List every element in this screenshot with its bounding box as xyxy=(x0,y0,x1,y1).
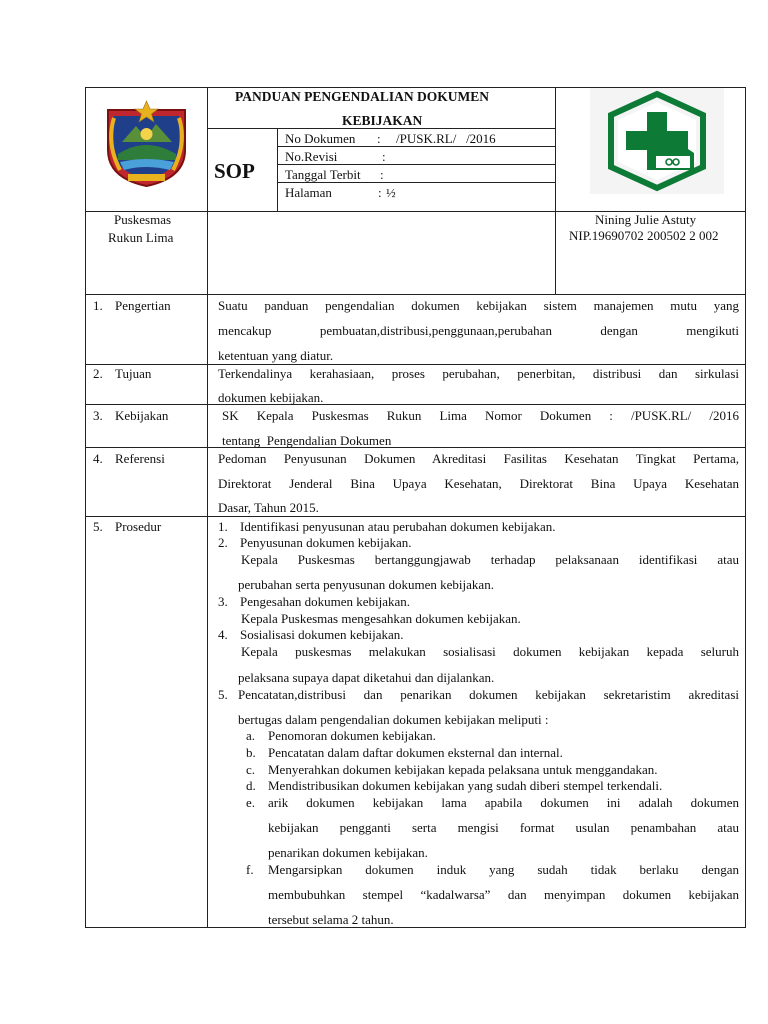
prosedur-item-4: Sosialisasi dokumen kebijakan. xyxy=(240,627,404,642)
section-num-2: 2. xyxy=(93,366,103,381)
kebijakan-line-2: tentang Pengendalian Dokumen xyxy=(222,433,392,448)
title-divider xyxy=(207,128,555,129)
table-border-left xyxy=(85,87,86,928)
referensi-line-3: Dasar, Tahun 2015. xyxy=(218,500,319,515)
document-title-line1: PANDUAN PENGENDALIAN DOKUMEN xyxy=(235,89,489,104)
signer-nip: NIP.19690702 200502 2 002 xyxy=(569,228,719,243)
field-divider-2 xyxy=(277,164,555,165)
field-value-halaman: ½ xyxy=(386,185,396,200)
prosedur-item-3-detail-1: Kepala Puskesmas mengesahkan dokumen kebijakan. xyxy=(241,611,521,626)
table-border-sign xyxy=(85,294,746,295)
referensi-line-1: Pedoman Penyusunan Dokumen Akreditasi Fasilitas Kesehatan Tingkat Pertama, xyxy=(218,451,739,466)
section-num-5: 5. xyxy=(93,519,103,534)
subitem-e-line-3: penarikan dokumen kebijakan. xyxy=(268,845,428,860)
puskesmas-logo-icon xyxy=(590,88,724,194)
prosedur-item-5-detail-1: bertugas dalam pengendalian dokumen kebijakan meliputi : xyxy=(238,712,549,727)
subitem-e-line-2: kebijakan pengganti serta mengisi format usulan penambahan atau xyxy=(268,820,739,835)
label-column-divider xyxy=(207,87,208,928)
pengertian-line-1: Suatu panduan pengendalian dokumen kebijakan sistem manajemen mutu yang xyxy=(218,298,739,313)
subitem-letter-d: d. xyxy=(246,778,256,793)
tujuan-line-1: Terkendalinya kerahasiaan, proses perubahan, penerbitan, distribusi dan sirkulasi xyxy=(218,366,739,381)
subitem-letter-a: a. xyxy=(246,728,256,743)
regional-emblem-icon xyxy=(100,98,193,188)
org-name-line2: Rukun Lima xyxy=(108,230,174,245)
org-name-line1: Puskesmas xyxy=(114,212,172,227)
section-name-prosedur: Prosedur xyxy=(115,519,162,534)
prosedur-num-4: 4. xyxy=(218,627,228,642)
subitem-letter-b: b. xyxy=(246,745,256,760)
subitem-b: Pencatatan dalam daftar dokumen eksternal dan internal. xyxy=(268,745,563,760)
table-border-right xyxy=(745,87,746,928)
subitem-f-line-3: tersebut selama 2 tahun. xyxy=(268,912,394,927)
field-label-tanggal-terbit: Tanggal Terbit xyxy=(285,167,361,182)
field-sep-tanggal-terbit: : xyxy=(380,167,384,182)
table-border-bottom xyxy=(85,927,746,928)
row-divider-2 xyxy=(85,364,746,365)
section-name-referensi: Referensi xyxy=(115,451,165,466)
field-label-no-dokumen: No Dokumen xyxy=(285,131,356,146)
prosedur-num-1: 1. xyxy=(218,519,228,534)
prosedur-item-4-detail-1: Kepala puskesmas melakukan sosialisasi dokumen kebijakan kepada seluruh xyxy=(241,644,739,659)
logo-column-divider xyxy=(555,87,556,295)
section-name-pengertian: Pengertian xyxy=(115,298,171,313)
prosedur-num-2: 2. xyxy=(218,535,228,550)
pengertian-line-2: mencakup pembuatan,distribusi,penggunaan,perubahan dengan mengikuti xyxy=(218,323,739,338)
subitem-e-line-1: arik dokumen kebijakan lama apabila dokumen ini adalah dokumen xyxy=(268,795,739,810)
subitem-a: Penomoran dokumen kebijakan. xyxy=(268,728,436,743)
subitem-d: Mendistribusikan dokumen kebijakan yang sudah diberi stempel terkendali. xyxy=(268,778,663,793)
prosedur-num-3: 3. xyxy=(218,594,228,609)
row-divider-5 xyxy=(85,516,746,517)
sop-label: SOP xyxy=(214,159,255,183)
prosedur-item-3: Pengesahan dokumen kebijakan. xyxy=(240,594,411,609)
section-num-1: 1. xyxy=(93,298,103,313)
subitem-c: Menyerahkan dokumen kebijakan kepada pelaksana untuk menggandakan. xyxy=(268,762,658,777)
tujuan-line-2: dokumen kebijakan. xyxy=(218,390,324,405)
prosedur-item-2: Penyusunan dokumen kebijakan. xyxy=(240,535,412,550)
subitem-f-line-2: membubuhkan stempel “kadalwarsa” dan menyimpan dokumen kebijakan xyxy=(268,887,739,902)
subitem-letter-e: e. xyxy=(246,795,256,810)
kebijakan-line-1: SK Kepala Puskesmas Rukun Lima Nomor Dokumen : /PUSK.RL/ /2016 xyxy=(222,408,739,423)
section-num-3: 3. xyxy=(93,408,103,423)
section-num-4: 4. xyxy=(93,451,103,466)
referensi-line-2: Direktorat Jenderal Bina Upaya Kesehatan, Direktorat Bina Upaya Kesehatan xyxy=(218,476,739,491)
subitem-letter-c: c. xyxy=(246,762,256,777)
subitem-f-line-1: Mengarsipkan dokumen induk yang sudah tidak berlaku dengan xyxy=(268,862,739,877)
field-divider-3 xyxy=(277,182,555,183)
row-divider-4 xyxy=(85,447,746,448)
pengertian-line-3: ketentuan yang diatur. xyxy=(218,348,334,363)
sop-column-divider xyxy=(277,128,278,212)
field-value-no-dokumen: /PUSK.RL/ /2016 xyxy=(396,131,496,146)
prosedur-item-1: Identifikasi penyusunan atau perubahan dokumen kebijakan. xyxy=(240,519,556,534)
field-label-halaman: Halaman xyxy=(285,185,332,200)
prosedur-item-5: Pencatatan,distribusi dan penarikan dokumen kebijakan sekretaristim akreditasi xyxy=(238,687,739,702)
field-sep-halaman: : xyxy=(378,185,382,200)
field-sep-no-revisi: : xyxy=(382,149,386,164)
prosedur-item-4-detail-2: pelaksana supaya dapat diketahui dan dijalankan. xyxy=(238,670,495,685)
signer-name: Nining Julie Astuty xyxy=(595,212,697,227)
field-sep-no-dokumen: : xyxy=(377,131,381,146)
prosedur-num-5: 5. xyxy=(218,687,228,702)
subitem-letter-f: f. xyxy=(246,862,254,877)
document-title-line2: KEBIJAKAN xyxy=(342,113,423,128)
row-divider-3 xyxy=(85,404,746,405)
field-label-no-revisi: No.Revisi xyxy=(285,149,338,164)
prosedur-item-2-detail-1: Kepala Puskesmas bertanggungjawab terhadap pelaksanaan identifikasi atau xyxy=(241,552,739,567)
section-name-kebijakan: Kebijakan xyxy=(115,408,169,423)
section-name-tujuan: Tujuan xyxy=(115,366,152,381)
field-divider-1 xyxy=(277,146,555,147)
prosedur-item-2-detail-2: perubahan serta penyusunan dokumen kebijakan. xyxy=(238,577,494,592)
